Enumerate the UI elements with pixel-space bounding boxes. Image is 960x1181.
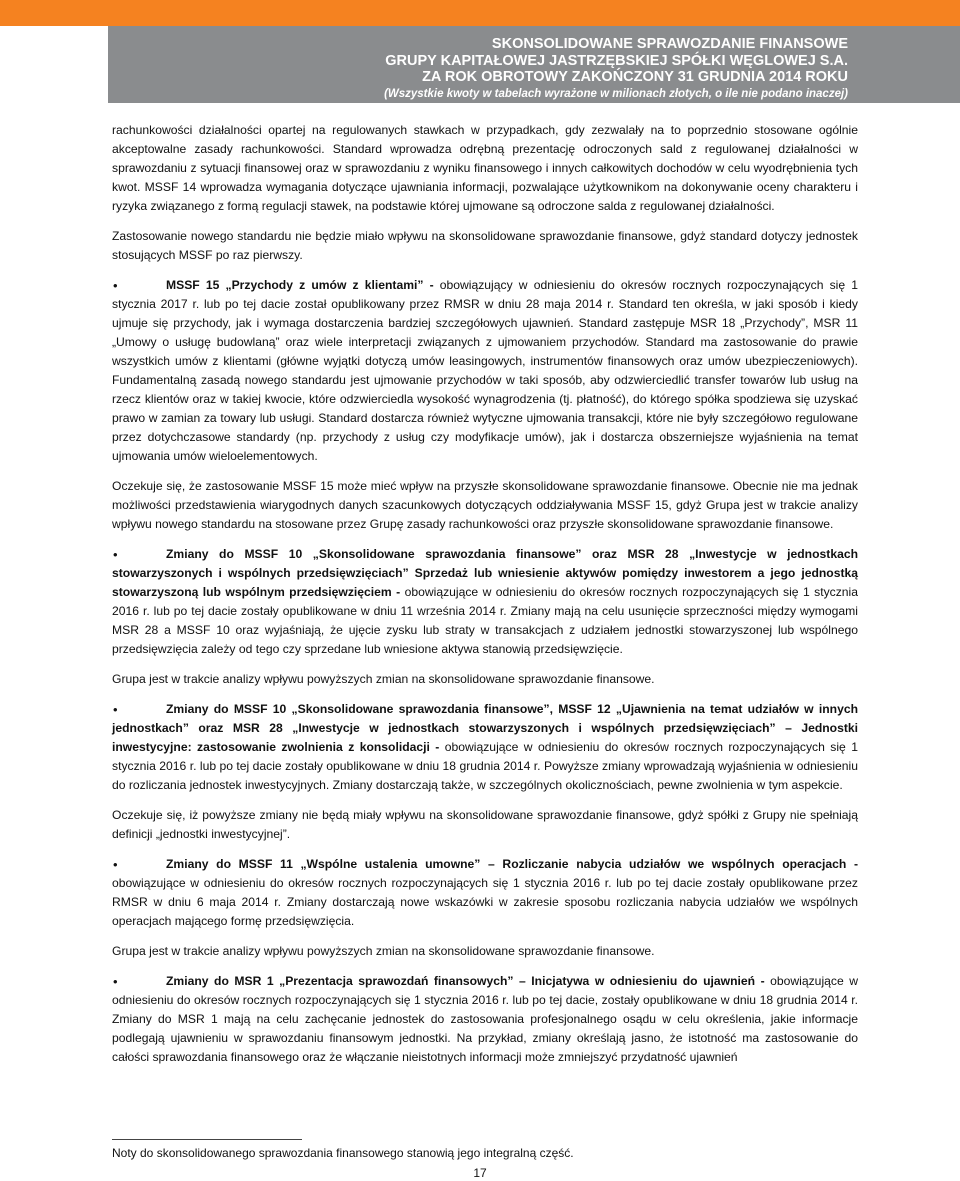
- paragraph: Grupa jest w trakcie analizy wpływu powyższych zmian na skonsolidowane sprawozdanie finansowe.: [112, 672, 655, 686]
- header-note: (Wszystkie kwoty w tabelach wyrażone w milionach złotych, o ile nie podano inaczej): [384, 87, 848, 100]
- page-number: 17: [473, 1166, 487, 1180]
- bullet-text: obowiązujący w odniesieniu do okresów rocznych rozpoczynających się 1 stycznia 2017 r. lub po tej dacie został opublikowany przez RMSR w dniu 28 maja 2014 r. Standard ten określa, w jaki sposób i kiedy ujmuje się przychody, jak i wymaga dostarczenia bardziej szczegółowych ujawnień. Standard zastępuje MSR 18 „Przychody”, MSR 11 „Umowy o usługę budowlaną” oraz wiele interpretacji związanych z ujmowaniem przychodów. Standard ma zastosowanie do prawie wszystkich umów z klientami (główne wyjątki dotyczą umów leasingowych, instrumentów finansowych oraz umów ubezpieczeniowych). Fundamentalną zasadą nowego standardu jest ujmowanie przychodów w taki sposób, aby odzwierciedlić transfer towarów lub usług na rzecz klientów oraz w takiej kwocie, które odzwierciedla wysokość wynagrodzenia (tj. płatność), do którego spółka spodziewa się uzyskać prawo w zamian za towary lub usługi. Standard dostarcza również wytyczne ujmowania transakcji, które nie były szczegółowo regulowane przez dotychczasowe standardy (np. przychody z usług czy modyfikacje umów), jak i dostarcza obszerniejsze wyjaśnienia na temat ujmowania umów wieloelementowych.: [112, 278, 859, 463]
- bullet-title: Zmiany do MSSF 10 „Skonsolidowane sprawozdania finansowe”, MSSF 12 „Ujawnienia na temat udziałów w innych jednostkach” oraz MSR 28 „Inwestycje w jednostkach stowarzyszonych i wspólnych przedsięwzięciach” – Jednostki inwestycyjne: zastosowanie zwolnienia z konsolidacji -: [112, 702, 858, 754]
- footer-note: Noty do skonsolidowanego sprawozdania finansowego stanowią jego integralną część.: [112, 1146, 574, 1160]
- paragraph: rachunkowości działalności opartej na regulowanych stawkach w przypadkach, gdy zezwalały na to poprzednio stosowane ogólnie akceptowalne zasady rachunkowości. Standard wprowadza odrębną prezentację odroczonych sald z regulowanej działalności w sprawozdaniu z sytuacji finansowej oraz w sprawozdaniu z wyniku finansowego i innych całkowitych dochodów w celu wyodrębnienia tych kwot. MSSF 14 wprowadza wymagania dotyczące ujawniania informacji, pozwalające użytkownikom na dokonywanie oceny charakteru i ryzyka związanego z formą regulacji stawek, na podstawie której ujmowane są odroczone salda z regulowanej działalności.: [112, 123, 858, 213]
- paragraph: Oczekuje się, że zastosowanie MSSF 15 może mieć wpływ na przyszłe skonsolidowane sprawozdanie finansowe. Obecnie nie ma jednak możliwości przedstawienia wiarygodnych danych szacunkowych dotyczących oddziaływania MSSF 15, gdyż Grupa jest w trakcie analizy wpływu nowego standardu na stosowane przez Grupę zasady rachunkowości oraz przyszłe skonsolidowane sprawozdanie finansowe.: [112, 479, 858, 531]
- bullet-title: Zmiany do MSSF 10 „Skonsolidowane sprawozdania finansowe” oraz MSR 28 „Inwestycje w jednostkach stowarzyszonych i wspólnych przedsięwzięciach” Sprzedaż lub wniesienie aktywów pomiędzy inwestorem a jego jednostką stowarzyszoną lub wspólnym przedsięwzięciem -: [112, 547, 858, 599]
- footer-divider: [112, 1139, 302, 1140]
- report-header: [384, 36, 848, 102]
- paragraph: Oczekuje się, iż powyższe zmiany nie będą miały wpływu na skonsolidowane sprawozdanie finansowe, gdyż spółki z Grupy nie spełniają definicji „jednostki inwestycyjnej”.: [112, 808, 858, 841]
- bullet-title: MSSF 15 „Przychody z umów z klientami” -: [166, 278, 434, 292]
- header-period: ZA ROK OBROTOWY ZAKOŃCZONY 31 GRUDNIA 2014 ROKU: [422, 69, 848, 85]
- paragraph: Zastosowanie nowego standardu nie będzie miało wpływu na skonsolidowane sprawozdanie finansowe, gdyż standard dotyczy jednostek stosujących MSSF po raz pierwszy.: [112, 229, 858, 262]
- bullet-item-mssf15: [112, 276, 858, 466]
- document-body: [112, 121, 858, 1078]
- bullet-text: obowiązujące w odniesieniu do okresów rocznych rozpoczynających się 1 stycznia 2016 r. lub po tej dacie zostały opublikowane w dniu 18 grudnia 2014 r. Powyższe zmiany wprowadzają wyjaśnienia w odniesieniu do rozliczania jednostek inwestycyjnych. Zmiany dostarczają także, w szczególnych okolicznościach, pewne zwolnienia w tym aspekcie.: [112, 740, 858, 792]
- paragraph: Grupa jest w trakcie analizy wpływu powyższych zmian na skonsolidowane sprawozdanie finansowe.: [112, 944, 655, 958]
- bullet-title: Zmiany do MSSF 11 „Wspólne ustalenia umowne” – Rozliczanie nabycia udziałów we wspólnych operacjach -: [166, 857, 858, 871]
- bullet-text: obowiązujące w odniesieniu do okresów rocznych rozpoczynających się 1 stycznia 2016 r. lub po tej dacie zostały opublikowane przez RMSR w dniu 6 maja 2014 r. Zmiany dostarczają nowe wskazówki w zakresie sposobu rozliczania nabycia udziałów we wspólnych operacjach mającego formę przedsięwzięcia.: [112, 876, 858, 928]
- header-accent-band: [0, 0, 960, 26]
- header-title: SKONSOLIDOWANE SPRAWOZDANIE FINANSOWE: [491, 36, 848, 52]
- bullet-item-mssf11: [112, 855, 858, 931]
- bullet-text: obowiązujące w odniesieniu do okresów rocznych rozpoczynających się 1 stycznia 2016 r. lub po tej dacie zostały opublikowane w dniu 11 września 2014 r. Zmiany mają na celu usunięcie sprzeczności między wymogami MSR 28 a MSSF 10 oraz wyjaśniają, że ujęcie zysku lub straty w transakcjach z udziałem jednostki stowarzyszonej lub wspólnego przedsięwzięcia zależy od tego czy sprzedane lub wniesione aktywa stanowią przedsięwzięcie.: [112, 585, 858, 656]
- bullet-title: Zmiany do MSR 1 „Prezentacja sprawozdań finansowych” – Inicjatywa w odniesieniu do ujawnień -: [166, 974, 765, 988]
- bullet-item-mssf10-mssf12-msr28: [112, 700, 858, 795]
- header-company: GRUPY KAPITAŁOWEJ JASTRZĘBSKIEJ SPÓŁKI WĘGLOWEJ S.A.: [385, 52, 848, 69]
- bullet-item-mssf10-msr28: [112, 545, 858, 659]
- bullet-item-msr1: [112, 972, 858, 1067]
- bullet-text: obowiązujące w odniesieniu do okresów rocznych rozpoczynających się 1 stycznia 2016 r. lub po tej dacie, zostały opublikowane w dniu 18 grudnia 2014 r. Zmiany do MSR 1 mają na celu zachęcanie jednostek do zastosowania profesjonalnego osądu w celu określenia, jakie informacje podlegają ujawnieniu w sprawozdaniu finansowym jednostki. Na przykład, zmiany określają jasno, że istotność ma zastosowanie do całości sprawozdania finansowego oraz że włączanie nieistotnych informacji może zmniejszyć przydatność ujawnień: [112, 974, 858, 1064]
